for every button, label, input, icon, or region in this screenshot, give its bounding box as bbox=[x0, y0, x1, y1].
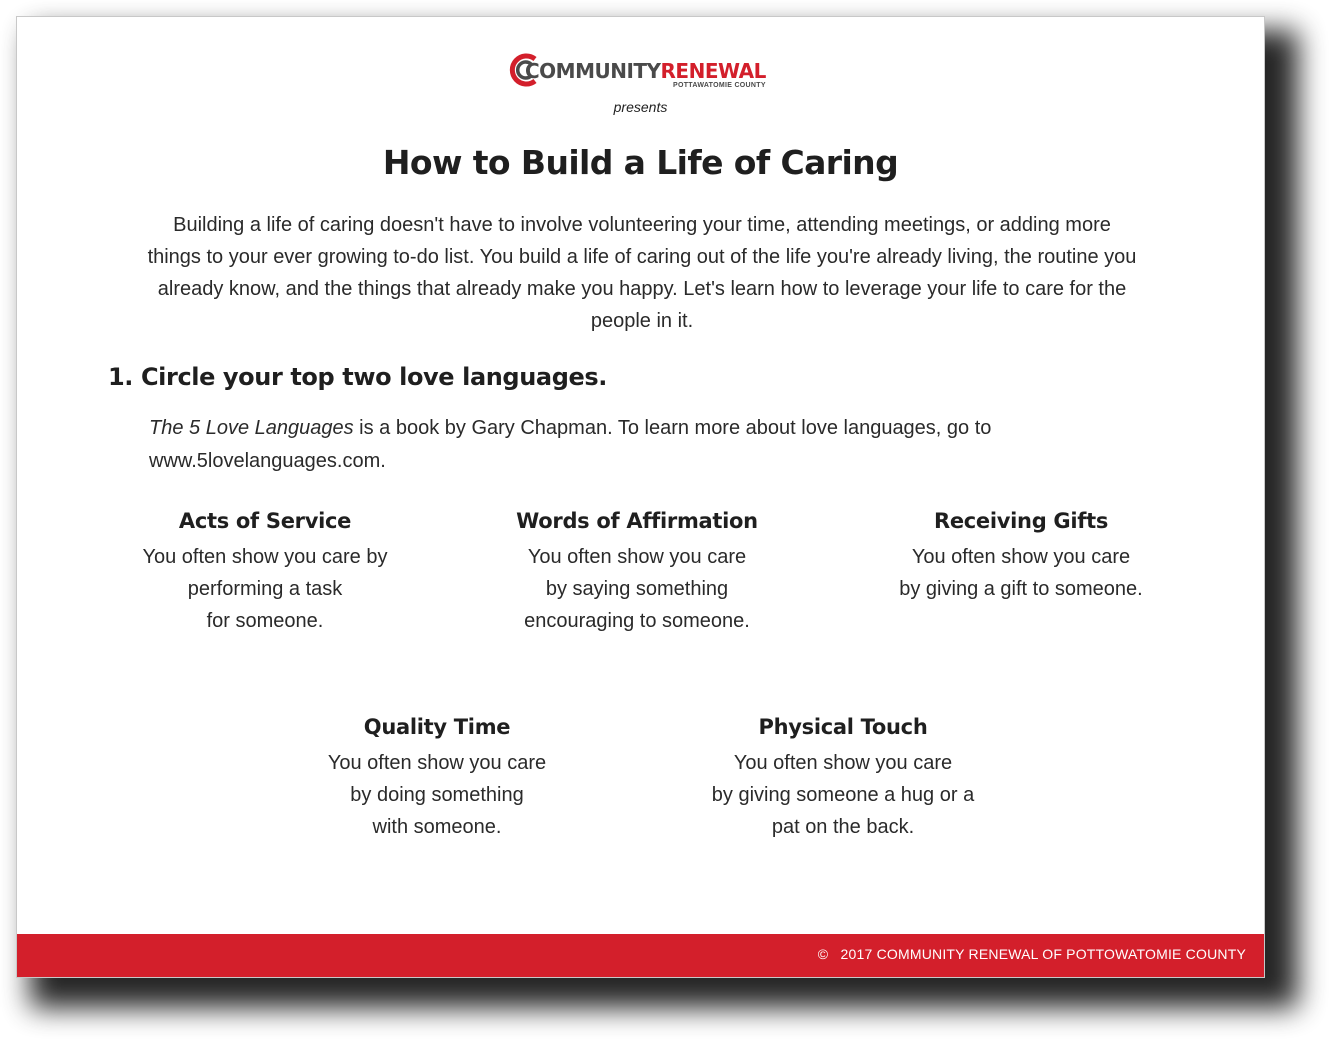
description-line: by giving someone a hug or a bbox=[711, 784, 975, 806]
page-title: How to Build a Life of Caring bbox=[382, 143, 899, 182]
love-language-title: Acts of Service bbox=[178, 509, 352, 533]
footer-copyright-text: 2017 COMMUNITY RENEWAL OF POTTOWATOMIE COUNTY bbox=[840, 946, 1246, 962]
description-line: You often show you care bbox=[911, 546, 1131, 568]
love-language-words-of-affirmation bbox=[477, 507, 797, 637]
love-language-title: Words of Affirmation bbox=[516, 509, 758, 533]
description-line: with someone. bbox=[372, 816, 502, 838]
book-note bbox=[149, 412, 1129, 478]
love-language-title: Physical Touch bbox=[758, 715, 928, 739]
logo-word-renewal: RENEWAL bbox=[660, 59, 766, 83]
description-line: by doing something bbox=[350, 784, 524, 806]
description-line: by giving a gift to someone. bbox=[899, 578, 1143, 600]
love-language-acts-of-service bbox=[105, 507, 425, 637]
description-line: for someone. bbox=[206, 610, 324, 632]
document-page bbox=[16, 16, 1265, 978]
description-line: performing a task bbox=[187, 578, 343, 600]
love-language-description bbox=[105, 541, 425, 637]
book-note-text: is a book by Gary Chapman. To learn more about love languages, go to www.5lovelanguages.com. bbox=[149, 417, 992, 472]
love-language-description bbox=[477, 541, 797, 637]
description-line: pat on the back. bbox=[771, 816, 915, 838]
copyright-icon: © bbox=[817, 946, 829, 962]
footer-bar bbox=[17, 934, 1264, 977]
love-language-physical-touch bbox=[683, 713, 1003, 843]
book-title: The 5 Love Languages bbox=[149, 417, 354, 439]
community-renewal-logo bbox=[505, 41, 785, 93]
love-language-description bbox=[277, 747, 597, 843]
love-language-title: Quality Time bbox=[363, 715, 511, 739]
logo-subtitle: POTTAWATOMIE COUNTY bbox=[673, 82, 766, 89]
description-line: encouraging to someone. bbox=[524, 610, 750, 632]
description-line: by saying something bbox=[545, 578, 729, 600]
love-language-description bbox=[683, 747, 1003, 843]
logo-word-community: COMMUNITY bbox=[525, 59, 661, 83]
love-language-description bbox=[861, 541, 1181, 605]
description-line: You often show you care by bbox=[142, 546, 388, 568]
footer-copyright bbox=[818, 946, 1246, 962]
love-language-title: Receiving Gifts bbox=[933, 509, 1109, 533]
description-line: You often show you care bbox=[733, 752, 953, 774]
description-line: You often show you care bbox=[327, 752, 547, 774]
presents-label: presents bbox=[613, 99, 668, 115]
love-language-quality-time bbox=[277, 713, 597, 843]
section-1-heading: 1. Circle your top two love languages. bbox=[108, 363, 607, 391]
love-language-receiving-gifts bbox=[861, 507, 1181, 605]
description-line: You often show you care bbox=[527, 546, 747, 568]
logo-wordmark bbox=[525, 61, 766, 81]
intro-paragraph: Building a life of caring doesn't have to involve volunteering your time, attending meetings, or adding more things to your ever growing to-do list. You build a life of caring out of the life you're already living, the routine you already know, and the things that already make you happy. Let's learn how to leverage your life to care for the people in it. bbox=[147, 214, 1137, 332]
